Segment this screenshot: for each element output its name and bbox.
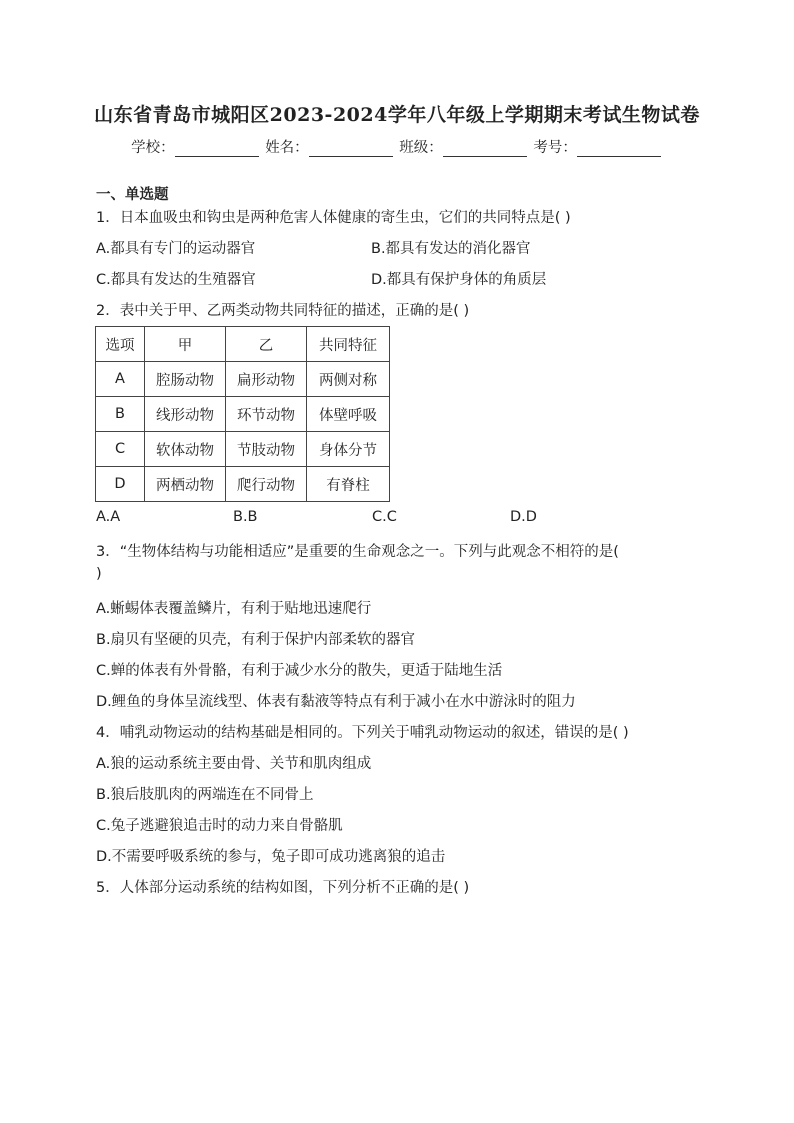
q1-option-c: C.都具有发达的生殖器官: [96, 272, 256, 288]
q2-option-c: C.C: [372, 509, 397, 525]
table-header-cell: 选项: [96, 327, 145, 362]
table-cell: 爬行动物: [226, 467, 307, 502]
table-cell: 有脊柱: [307, 467, 390, 502]
table-header-cell: 甲: [145, 327, 226, 362]
q2-option-a: A.A: [96, 509, 121, 525]
q5-stem: 5．人体部分运动系统的结构如图，下列分析不正确的是( ): [96, 880, 470, 896]
name-label: 姓名：: [265, 140, 309, 156]
table-cell: A: [96, 362, 145, 397]
table-cell: C: [96, 432, 145, 467]
q3-option-b: B.扇贝有坚硬的贝壳，有利于保护内部柔软的器官: [96, 632, 416, 648]
table-cell: 身体分节: [307, 432, 390, 467]
class-label: 班级：: [399, 140, 443, 156]
table-cell: 软体动物: [145, 432, 226, 467]
q2-stem: 2．表中关于甲、乙两类动物共同特征的描述，正确的是( ): [96, 303, 470, 319]
q3-option-a: A.蜥蜴体表覆盖鳞片，有利于贴地迅速爬行: [96, 601, 372, 617]
q3-option-d: D.鲤鱼的身体呈流线型、体表有黏液等特点有利于减小在水中游泳时的阻力: [96, 694, 576, 710]
section-heading: 一、单选题: [96, 187, 169, 203]
q4-stem: 4．哺乳动物运动的结构基础是相同的。下列关于哺乳动物运动的叙述，错误的是( ): [96, 725, 629, 741]
table-cell: 体壁呼吸: [307, 397, 390, 432]
table-cell: D: [96, 467, 145, 502]
table-cell: 腔肠动物: [145, 362, 226, 397]
q1-option-d: D.都具有保护身体的角质层: [371, 272, 547, 288]
q4-option-a: A.狼的运动系统主要由骨、关节和肌肉组成: [96, 756, 372, 772]
class-blank[interactable]: [443, 140, 527, 157]
table-header-cell: 共同特征: [307, 327, 390, 362]
table-cell: B: [96, 397, 145, 432]
table-header-row: [96, 327, 390, 362]
student-info-line: [0, 136, 794, 157]
q1-stem: 1．日本血吸虫和钩虫是两种危害人体健康的寄生虫，它们的共同特点是( ): [96, 210, 571, 226]
table-row: [96, 397, 390, 432]
q1-option-b: B.都具有发达的消化器官: [371, 241, 531, 257]
number-blank[interactable]: [577, 140, 661, 157]
q2-option-d: D.D: [510, 509, 537, 525]
name-blank[interactable]: [309, 140, 393, 157]
q4-option-d: D.不需要呼吸系统的参与，兔子即可成功逃离狼的追击: [96, 849, 446, 865]
q2-option-b: B.B: [233, 509, 258, 525]
number-label: 考号：: [533, 140, 577, 156]
table-row: [96, 467, 390, 502]
table-cell: 线形动物: [145, 397, 226, 432]
q3-stem-continued: ): [96, 566, 102, 582]
table-row: [96, 362, 390, 397]
table-header-cell: 乙: [226, 327, 307, 362]
exam-title: 山东省青岛市城阳区2023-2024学年八年级上学期期末考试生物试卷: [94, 104, 700, 126]
school-label: 学校：: [131, 140, 175, 156]
table-cell: 节肢动物: [226, 432, 307, 467]
q2-table: [95, 326, 390, 502]
school-blank[interactable]: [175, 140, 259, 157]
table-cell: 环节动物: [226, 397, 307, 432]
q4-option-c: C.兔子逃避狼追击时的动力来自骨骼肌: [96, 818, 343, 834]
table-cell: 扁形动物: [226, 362, 307, 397]
q3-option-c: C.蝉的体表有外骨骼，有利于减少水分的散失，更适于陆地生活: [96, 663, 503, 679]
table-cell: 两侧对称: [307, 362, 390, 397]
table-row: [96, 432, 390, 467]
q3-stem: 3．“生物体结构与功能相适应”是重要的生命观念之一。下列与此观念不相符的是(: [96, 544, 619, 560]
table-cell: 两栖动物: [145, 467, 226, 502]
q1-option-a: A.都具有专门的运动器官: [96, 241, 256, 257]
q4-option-b: B.狼后肢肌肉的两端连在不同骨上: [96, 787, 314, 803]
